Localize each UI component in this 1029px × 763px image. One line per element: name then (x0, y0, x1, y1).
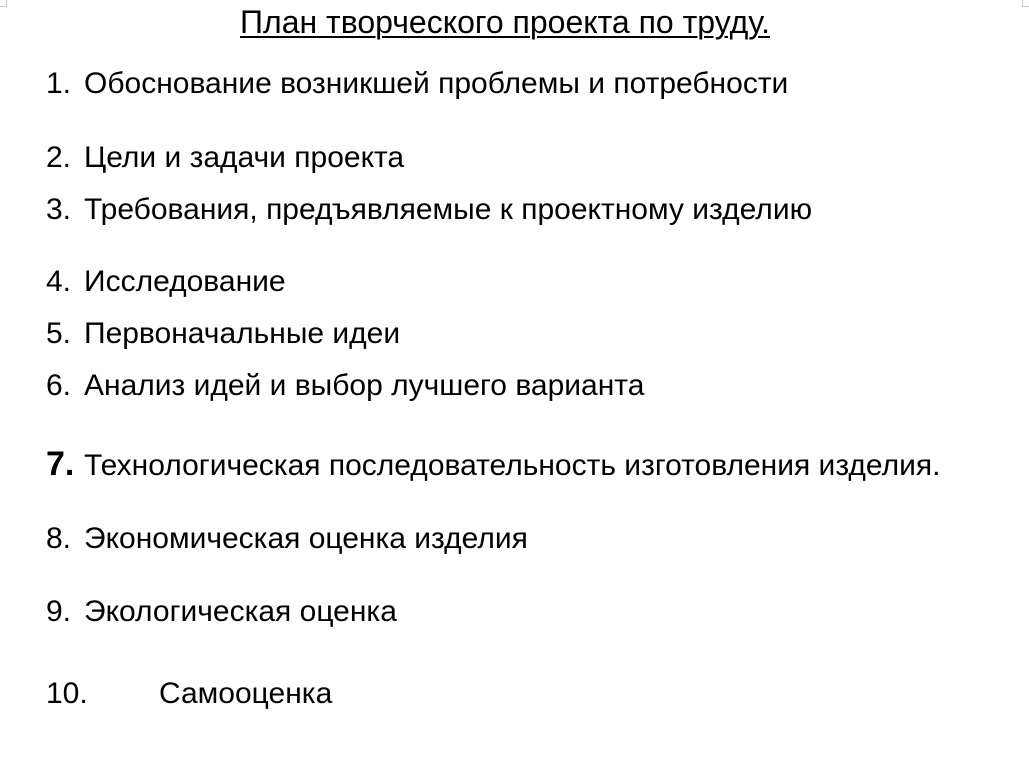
list-item (46, 368, 644, 404)
list-item-number: 4. (46, 265, 72, 298)
list-item (46, 192, 812, 228)
list-item-text: Цели и задачи проекта (84, 141, 405, 174)
list-item-number: 5. (46, 317, 72, 350)
list-item-number: 7. (46, 445, 75, 483)
document-title: План творческого проекта по труду. (240, 4, 770, 40)
list-item-text: Обоснование возникшей проблемы и потребности (84, 67, 789, 100)
list-item-text: Исследование (84, 265, 286, 298)
list-item (46, 316, 400, 352)
list-item-text: Первоначальные идеи (84, 317, 401, 350)
list-item-text: Экологическая оценка (84, 595, 397, 628)
list-item-text: Технологическая последовательность изготовления изделия. (84, 449, 941, 482)
list-item (46, 521, 528, 557)
list-item (46, 140, 404, 176)
list-item-number: 1. (46, 67, 72, 100)
list-item-number: 3. (46, 193, 72, 226)
list-item-text: Анализ идей и выбор лучшего варианта (84, 369, 645, 402)
list-item (46, 594, 397, 630)
list-item-number: 6. (46, 369, 72, 402)
list-item-text: Требования, предъявляемые к проектному изделию (84, 193, 813, 226)
list-item-number: 9. (46, 595, 72, 628)
list-item (46, 66, 788, 102)
list-item (46, 264, 286, 300)
list-item-text: Экономическая оценка изделия (84, 522, 528, 555)
list-item (46, 446, 940, 484)
list-item-number: 10. (46, 677, 88, 710)
list-item-number: 2. (46, 141, 72, 174)
list-item-text: Самооценка (159, 677, 333, 710)
list-item-number: 8. (46, 522, 72, 555)
list-item (46, 676, 332, 712)
page-corner-mark (1022, 0, 1029, 7)
